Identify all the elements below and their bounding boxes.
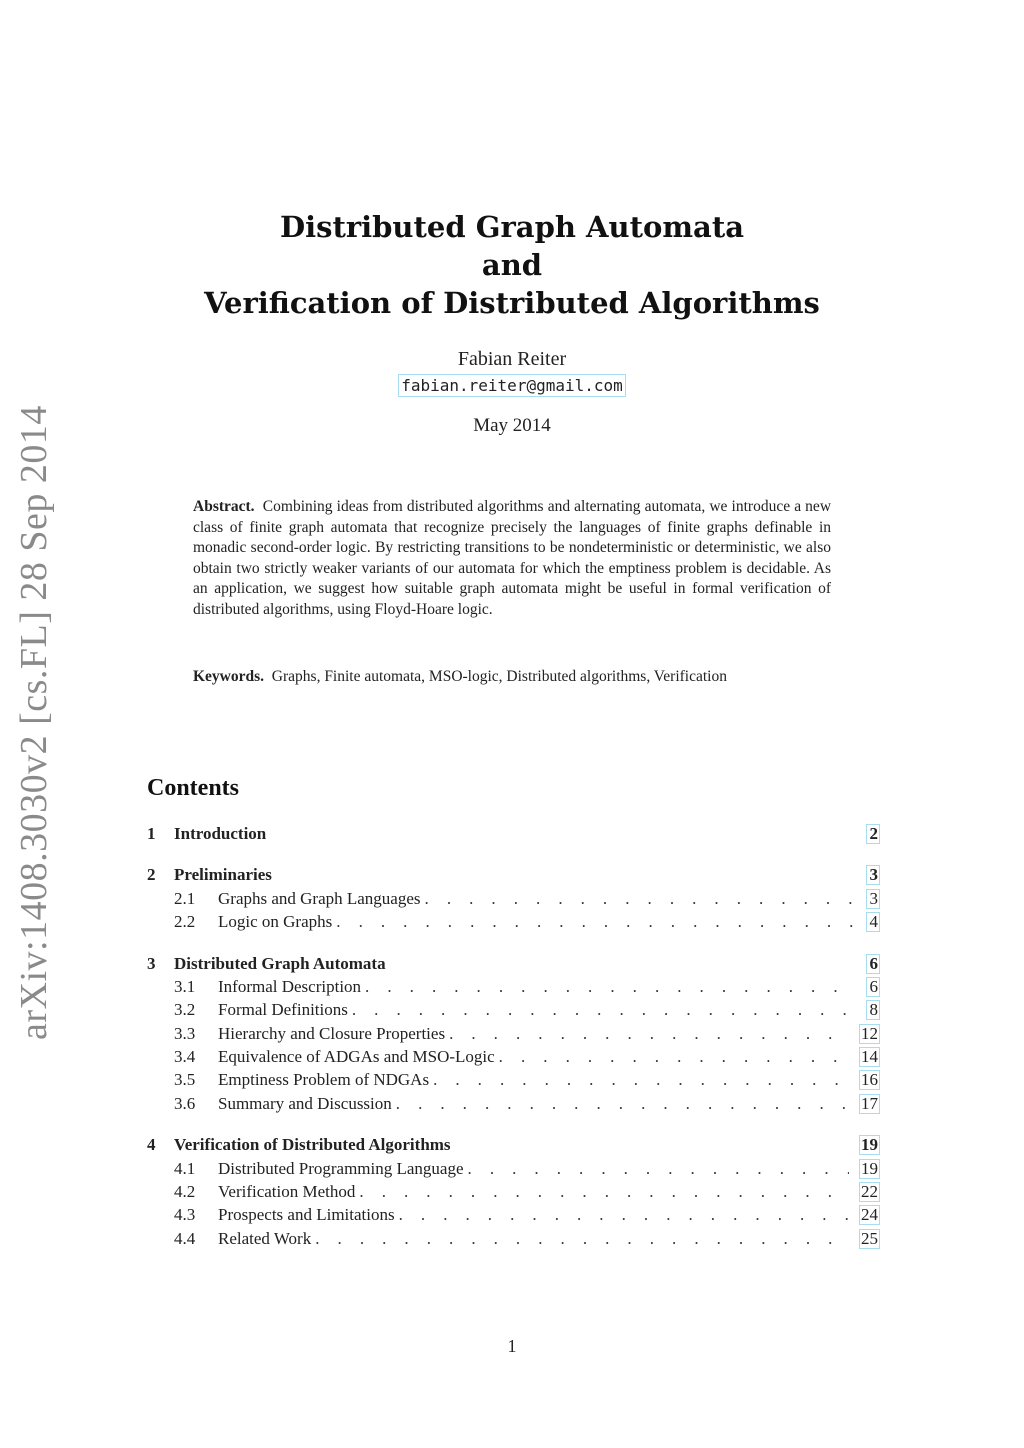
keywords-text: Graphs, Finite automata, MSO-logic, Distributed algorithms, Verification <box>271 668 727 685</box>
toc-subsection-4-3[interactable] <box>147 1204 880 1227</box>
toc-page-link[interactable]: 22 <box>861 1182 878 1201</box>
toc-dot-leader <box>468 1159 849 1179</box>
toc-dot-leader <box>399 1205 849 1225</box>
page-number: 1 <box>507 1336 517 1356</box>
toc-subsection-title: Emptiness Problem of NDGAs <box>218 1070 430 1090</box>
toc-page-link[interactable]: 25 <box>861 1228 878 1248</box>
toc-page-link[interactable]: 2 <box>866 824 880 844</box>
toc-subsection-number: 3.5 <box>174 1070 196 1090</box>
toc-section-1[interactable] <box>147 822 880 845</box>
toc-subsection-3-6[interactable] <box>147 1092 880 1115</box>
toc-dot-leader <box>449 1024 849 1044</box>
toc-page-link[interactable]: 3 <box>866 865 880 885</box>
toc-subsection-title: Formal Definitions <box>218 1000 348 1020</box>
toc-dot-leader <box>359 1182 849 1202</box>
toc-subsection-title: Equivalence of ADGAs and MSO-Logic <box>218 1047 495 1067</box>
toc-subsection-number: 4.3 <box>174 1205 196 1225</box>
abstract <box>193 497 831 621</box>
abstract-text: Combining ideas from distributed algorithms and alternating automata, we introduce a new class of finite graph automata that recognize precisely the languages of finite graphs definable in monadic second-order logic. By restricting transitions to be nondeterministic or deterministic, we also obtain two strictly weaker variants of our automata for which the emptiness problem is decidable. As an application, we suggest how suitable graph automata might be useful in formal verification of distributed algorithms, using Floyd-Hoare logic. <box>193 498 832 618</box>
title-line-2: and <box>481 248 543 282</box>
toc-dot-leader <box>499 1047 849 1067</box>
toc-subsection-number: 2.2 <box>174 912 196 932</box>
toc-dot-leader <box>352 1000 856 1020</box>
toc-section-number: 3 <box>147 953 156 973</box>
toc-page-link[interactable]: 3 <box>866 889 880 909</box>
toc-page-link[interactable]: 14 <box>861 1047 878 1067</box>
toc-subsection-2-2[interactable] <box>147 910 880 933</box>
title-line-1: Distributed Graph Automata <box>279 210 745 244</box>
toc-dot-leader <box>365 977 856 997</box>
toc-page-link[interactable]: 19 <box>861 1135 878 1155</box>
toc-subsection-2-1[interactable] <box>147 887 880 910</box>
toc-dot-leader <box>336 912 856 932</box>
abstract-label: Abstract. <box>193 498 255 515</box>
toc-subsection-title: Summary and Discussion <box>218 1093 392 1113</box>
toc-subsection-3-1[interactable] <box>147 975 880 998</box>
toc-subsection-title: Informal Description <box>218 977 362 997</box>
toc-subsection-3-2[interactable] <box>147 999 880 1022</box>
keywords-label: Keywords. <box>193 668 265 685</box>
toc-page-link[interactable]: 8 <box>866 1000 880 1020</box>
toc-subsection-4-1[interactable] <box>147 1157 880 1180</box>
toc-subsection-number: 3.4 <box>174 1047 196 1067</box>
toc-subsection-number: 4.4 <box>174 1228 196 1248</box>
toc-section-2[interactable] <box>147 864 880 887</box>
toc-page-link[interactable]: 6 <box>866 977 880 997</box>
toc-section-number: 2 <box>147 865 156 885</box>
arxiv-identifier: arXiv:1408.3030v2 [cs.FL] 28 Sep 2014 <box>13 405 55 1040</box>
toc-subsection-4-2[interactable] <box>147 1180 880 1203</box>
toc-dot-leader <box>396 1094 849 1114</box>
toc-section-3[interactable] <box>147 952 880 975</box>
contents-heading: Contents <box>147 775 240 801</box>
title-line-3: Verification of Distributed Algorithms <box>204 286 820 320</box>
toc-page-link[interactable]: 6 <box>866 954 880 974</box>
toc-page-link[interactable]: 19 <box>861 1158 878 1178</box>
toc-dot-leader <box>315 1229 849 1249</box>
publication-date: May 2014 <box>473 415 551 436</box>
toc-page-link[interactable]: 17 <box>861 1093 878 1113</box>
toc-section-number: 4 <box>147 1135 156 1155</box>
toc-subsection-number: 3.2 <box>174 1000 196 1020</box>
toc-section-title: Introduction <box>174 823 267 843</box>
toc-subsection-3-5[interactable] <box>147 1069 880 1092</box>
author-name: Fabian Reiter <box>457 348 567 370</box>
table-of-contents <box>147 822 880 1250</box>
toc-subsection-number: 2.1 <box>174 888 196 908</box>
toc-dot-leader <box>425 889 856 909</box>
toc-subsection-number: 3.1 <box>174 977 196 997</box>
toc-page-link[interactable]: 24 <box>861 1205 878 1225</box>
toc-subsection-title: Graphs and Graph Languages <box>218 888 421 908</box>
toc-subsection-number: 3.6 <box>174 1093 196 1113</box>
toc-subsection-number: 4.1 <box>174 1158 196 1178</box>
toc-subsection-title: Verification Method <box>218 1182 356 1201</box>
toc-dot-leader <box>433 1070 849 1090</box>
toc-page-link[interactable]: 16 <box>861 1070 878 1090</box>
toc-section-4[interactable] <box>147 1134 880 1157</box>
toc-subsection-title: Distributed Programming Language <box>218 1158 464 1178</box>
toc-section-title: Distributed Graph Automata <box>174 953 386 973</box>
toc-page-link[interactable]: 4 <box>866 912 880 932</box>
keywords <box>193 667 853 687</box>
toc-subsection-title: Hierarchy and Closure Properties <box>218 1023 446 1043</box>
toc-section-title: Verification of Distributed Algorithms <box>174 1135 451 1155</box>
toc-subsection-title: Related Work <box>218 1228 312 1248</box>
toc-subsection-title: Prospects and Limitations <box>218 1205 395 1225</box>
toc-page-link[interactable]: 12 <box>861 1023 878 1043</box>
email-container <box>0 374 1024 397</box>
toc-subsection-3-4[interactable] <box>147 1045 880 1068</box>
toc-subsection-4-4[interactable] <box>147 1227 880 1250</box>
author-email-link[interactable]: fabian.reiter@gmail.com <box>398 374 626 397</box>
toc-subsection-title: Logic on Graphs <box>218 912 333 932</box>
toc-section-title: Preliminaries <box>174 865 272 885</box>
toc-subsection-number: 3.3 <box>174 1023 196 1043</box>
toc-section-number: 1 <box>147 823 156 843</box>
paper-title <box>0 208 1024 322</box>
toc-subsection-number: 4.2 <box>174 1182 196 1201</box>
toc-subsection-3-3[interactable] <box>147 1022 880 1045</box>
